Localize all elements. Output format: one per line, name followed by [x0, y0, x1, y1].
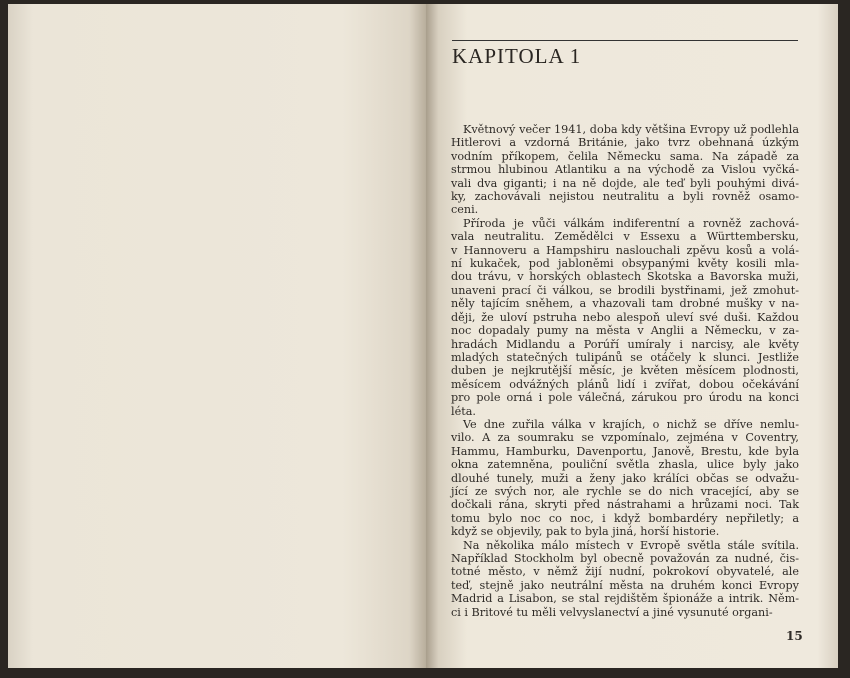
text-line: tomu bylo noc co noc, i když bombardéry nepřiletly; a [451, 511, 799, 525]
text-line: duben je nejkrutější měsíc, je květen měsícem plodnosti, [451, 364, 799, 378]
text-line: totné město, v němž žijí nudní, pokrokoví obyvatelé, ale [451, 565, 799, 579]
text-line: Madrid a Lisabon, se stal rejdištěm špionáže a intrik. Něm- [451, 592, 799, 606]
text-line: ceni. [451, 203, 479, 217]
text-line: jící ze svých nor, ale rychle se do nich vracející, aby se [451, 484, 799, 498]
text-line: ky, zachovávali nejistou neutralitu a byli rovněž osamo- [451, 190, 799, 204]
text-line: Ve dne zuřila válka v krajích, o nichž se dříve nemlu- [463, 417, 799, 431]
text-line: něly tajícím sněhem, a vhazovali tam drobné mušky v na- [451, 297, 799, 311]
text-line: Příroda je vůči válkám indiferentní a rovněž zachová- [463, 216, 799, 230]
text-line: ci i Britové tu měli velvyslanectví a jiné vysunuté organi- [451, 605, 773, 619]
text-line: okna zatemněna, pouliční světla zhasla, ulice byly jako [451, 458, 799, 472]
text-line: Květnový večer 1941, doba kdy většina Evropy už podlehla [463, 123, 799, 136]
text-line: hradách Midlandu a Porúří umíraly i narcisy, ale květy [451, 337, 799, 351]
page-number: 15 [786, 629, 803, 643]
text-line: vodním příkopem, čelila Německu sama. Na západě za [451, 149, 799, 163]
text-line: Hitlerovi a vzdorná Británie, jako tvrz obehnaná úzkým [451, 136, 799, 150]
text-line: ději, že uloví pstruha nebo alespoň uleví své duši. Každou [451, 310, 799, 324]
text-line: dlouhé tunely, muži a ženy jako králíci občas se odvažu- [451, 471, 799, 485]
text-line: teď, stejně jako neutrální města na druhém konci Evropy [451, 578, 799, 592]
text-line: dočkali rána, skryti před nástrahami a hrůzami noci. Tak [451, 498, 799, 512]
body-text [451, 123, 799, 619]
text-line: mladých statečných tulipánů se otáčely k slunci. Jestliže [451, 350, 799, 364]
text-line: vali dva giganti; i na ně dojde, ale teď byli pouhými divá- [451, 176, 799, 190]
text-line: ní kukaček, pod jabloněmi obsypanými květy kosili mla- [451, 257, 799, 271]
text-line: měsícem odvážných plánů lidí i zvířat, dobou očekávání [451, 377, 799, 391]
text-line: Například Stockholm byl obecně považován za nudné, čis- [451, 552, 799, 565]
text-line: vala neutralitu. Zemědělci v Essexu a Württembersku, [451, 230, 799, 244]
text-line: strmou hlubinou Atlantiku a na východě za Vislou vyčká- [451, 163, 799, 177]
text-line: když se objevily, pak to byla jiná, horší historie. [451, 525, 720, 539]
text-line: v Hannoveru a Hampshiru naslouchali zpěvu kosů a volá- [451, 243, 799, 257]
left-page-blank [8, 4, 426, 668]
text-line: vilo. A za soumraku se vzpomínalo, zejména v Coventry, [451, 431, 799, 445]
text-line: dou trávu, v horských oblastech Skotska a Bavorska muži, [451, 270, 799, 284]
text-line: pro pole orná i pole válečná, zárukou pro úrodu na konci [451, 391, 799, 405]
text-line: Hammu, Hamburku, Davenportu, Janově, Brestu, kde byla [451, 444, 799, 458]
chapter-rule [452, 40, 798, 41]
text-line: unaveni prací či válkou, se brodili bystřinami, jež zmohut- [451, 283, 799, 297]
text-line: léta. [451, 404, 476, 418]
chapter-title: KAPITOLA 1 [452, 44, 582, 68]
text-line: noc dopadaly pumy na města v Anglii a Německu, v za- [451, 324, 799, 338]
text-line: Na několika málo místech v Evropě světla stále svítila. [463, 538, 799, 552]
